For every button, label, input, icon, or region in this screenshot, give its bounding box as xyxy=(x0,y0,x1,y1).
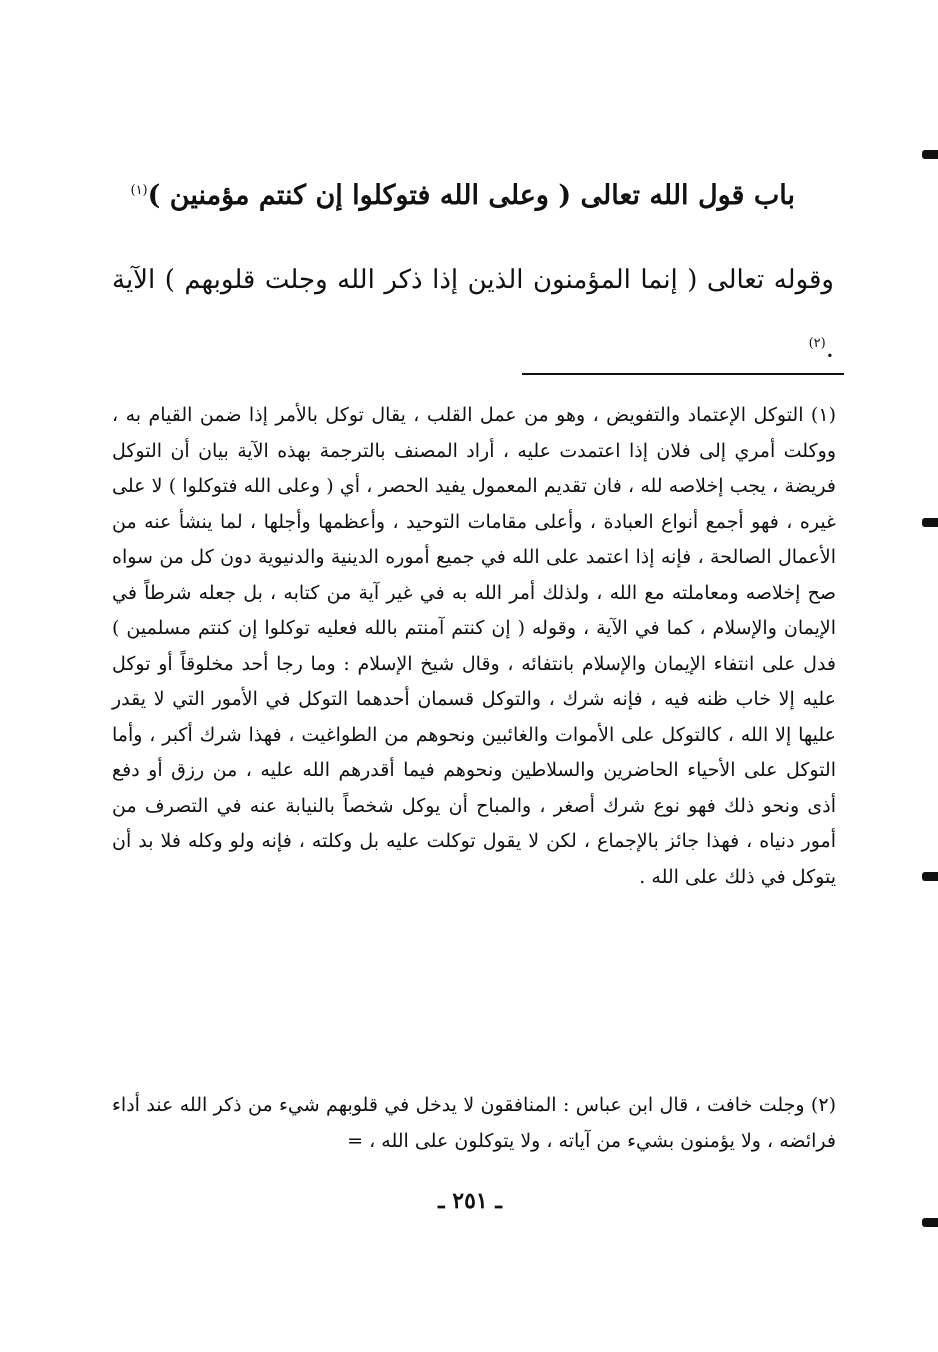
verse-footnote-marker: (٢) xyxy=(808,336,826,351)
chapter-title-text: باب قول الله تعالى ( وعلى الله فتوكلوا إن كنتم مؤمنين ) xyxy=(147,180,795,211)
footnote-separator xyxy=(522,373,844,375)
title-footnote-marker: (١) xyxy=(130,183,148,198)
chapter-title xyxy=(130,168,795,219)
footnote-2: (٢) وجلت خافت ، قال ابن عباس : المنافقون لا يدخل في قلوبهم شيء من ذكر الله عند أداء فرائضه ، ولا يؤمنون بشيء من آياته ، ولا يتوكلون على الله ، = xyxy=(112,1094,836,1152)
page-number: ـ ٢٥١ ـ xyxy=(438,1188,502,1214)
footnote-1: (١) التوكل الإعتماد والتفويض ، وهو من عمل القلب ، يقال توكل بالأمر إذا ضمن القيام به ، ووكلت أمري إلى فلان إذا اعتمدت عليه ، أراد المصنف بالترجمة بهذه الآية بيان أن التوكل فريضة ، يجب إخلاصه لله ، فان تقديم المعمول يفيد الحصر ، أي ( وعلى الله فتوكلوا ) لا على غيره ، فهو أجمع أنواع العبادة ، وأعلى مقامات التوحيد ، وأعظمها وأجلها ، لما ينشأ عنه من الأعمال الصالحة ، فإنه إذا اعتمد على الله في جميع أموره الدينية والدنيوية دون كل من سواه صح إخلاصه ومعاملته مع الله ، ولذلك أمر الله به في غير آية من كتابه ، بل جعله شرطاً في الإيمان والإسلام ، كما في الآية ، وقوله ( إن كنتم آمنتم بالله فعليه توكلوا إن كنتم مسلمين ) فدل على انتفاء الإيمان والإسلام بانتفائه ، وقال شيخ الإسلام : وما رجا أحد مخلوقاً أو توكل عليه إلا خاب ظنه فيه ، فإنه شرك ، والتوكل قسمان أحدهما التوكل في الأمور التي لا يقدر عليها إلا الله ، كالتوكل على الأموات والغائبين ونحوهم من الطواغيت ، فهذا شرك أكبر ، وأما التوكل على الأحياء الحاضرين والسلاطين ونحوهم فيما أقدرهم الله عليه ، من رزق أو دفع أذى ونحو ذلك فهو نوع شرك أصغر ، والمباح أن يوكل شخصاً بالنيابة عنه في التصرف من أمور دنياه ، فهذا جائز بالإجماع ، لكن لا يقول توكلت عليه بل وكلته ، فإنه ولو وكله فلا بد أن يتوكل في ذلك على الله . xyxy=(112,404,836,888)
verse-text: وقوله تعالى ( إنما المؤمنون الذين إذا ذكر الله وجلت قلوبهم ) الآية . xyxy=(112,265,834,364)
scan-edge-mark xyxy=(922,872,938,881)
scan-edge-mark xyxy=(922,150,938,159)
scan-edge-mark xyxy=(922,1218,938,1227)
verse-paragraph xyxy=(112,248,834,381)
scan-edge-mark xyxy=(922,518,938,527)
